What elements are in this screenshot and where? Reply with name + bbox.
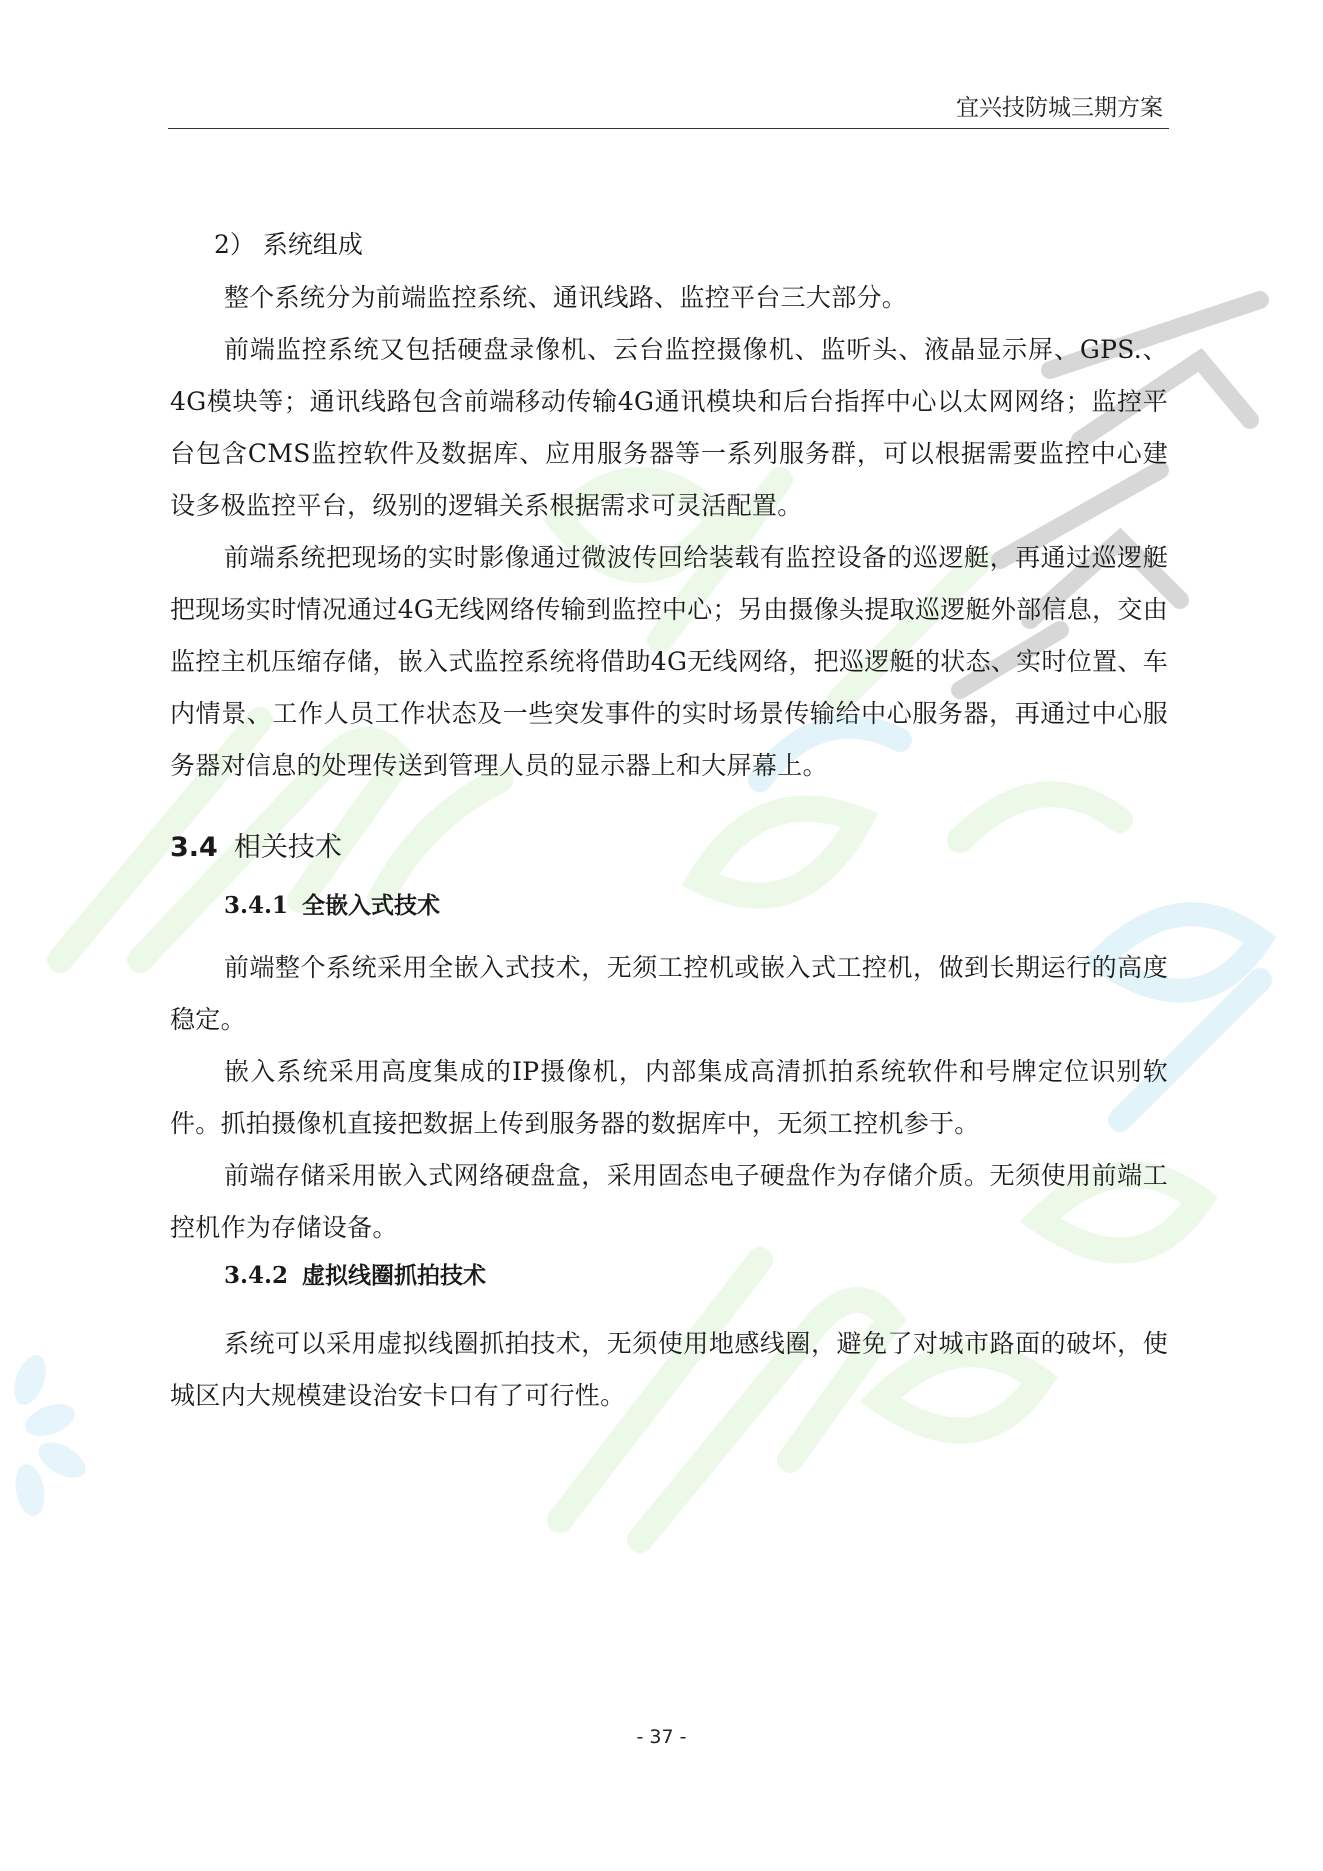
subsection-number: 3.4.2	[224, 1262, 289, 1289]
header-title: 宜兴技防城三期方案	[956, 95, 1163, 121]
section-heading	[170, 818, 1168, 878]
subsection-number: 3.4.1	[224, 892, 289, 919]
watermark-flower-icon	[8, 1351, 92, 1518]
paragraph: 前端监控系统又包括硬盘录像机、云台监控摄像机、监听头、液晶显示屏、GPS.、4G模块等；通讯线路包含前端移动传输4G通讯模块和后台指挥中心以太网网络；监控平台包含CMS监控软件及数据库、应用服务器等一系列服务群，可以根据需要监控中心建设多极监控平台，级别的逻辑关系根据需求可灵活配置。	[170, 335, 1168, 520]
page-number: - 37 -	[636, 1726, 687, 1748]
subsection-title: 虚拟线圈抓拍技术	[302, 1262, 487, 1289]
section-title: 相关技术	[233, 832, 342, 863]
section-number: 3.4	[170, 832, 218, 863]
paragraph: 前端系统把现场的实时影像通过微波传回给装载有监控设备的巡逻艇，再通过巡逻艇把现场实时情况通过4G无线网络传输到监控中心；另由摄像头提取巡逻艇外部信息，交由监控主机压缩存储，嵌入式监控系统将借助4G无线网络，把巡逻艇的状态、实时位置、车内情景、工作人员工作状态及一些突发事件的实时场景传输给中心服务器，再通过中心服务器对信息的处理传送到管理人员的显示器上和大屏幕上。	[170, 543, 1168, 780]
document-body	[170, 220, 1168, 1422]
running-header	[168, 88, 1169, 129]
subsection-heading	[224, 1254, 1168, 1298]
subsection-heading	[224, 884, 1168, 928]
paragraph: 嵌入系统采用高度集成的IP摄像机，内部集成高清抓拍系统软件和号牌定位识别软件。抓拍摄像机直接把数据上传到服务器的数据库中，无须工控机参于。	[170, 1057, 1168, 1138]
subsection-title: 全嵌入式技术	[302, 892, 441, 919]
list-heading: 2） 系统组成	[214, 230, 363, 259]
paragraph: 前端存储采用嵌入式网络硬盘盒，采用固态电子硬盘作为存储介质。无须使用前端工控机作为存储设备。	[170, 1161, 1168, 1242]
paragraph: 前端整个系统采用全嵌入式技术，无须工控机或嵌入式工控机，做到长期运行的高度稳定。	[170, 953, 1168, 1034]
paragraph: 整个系统分为前端监控系统、通讯线路、监控平台三大部分。	[224, 283, 908, 312]
paragraph: 系统可以采用虚拟线圈抓拍技术，无须使用地感线圈，避免了对城市路面的破坏，使城区内大规模建设治安卡口有了可行性。	[170, 1329, 1168, 1410]
